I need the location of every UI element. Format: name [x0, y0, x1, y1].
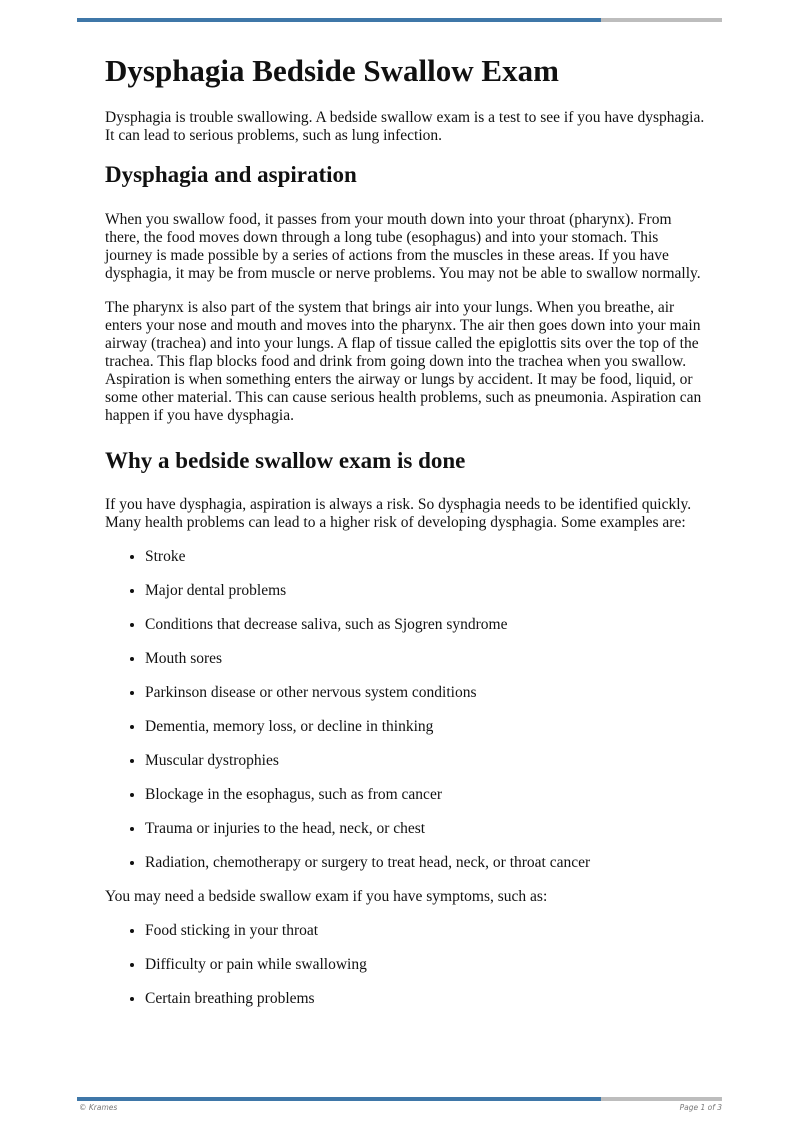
- list-item: • Difficulty or pain while swallowing: [145, 956, 705, 974]
- list-item: • Stroke: [145, 548, 705, 566]
- footer-bar-remainder: [601, 1097, 722, 1101]
- risk-factors-list: [105, 548, 705, 872]
- document-body: [105, 52, 705, 1024]
- header-bar-accent: [77, 18, 601, 22]
- list-item: • Food sticking in your throat: [145, 922, 705, 940]
- list-item: • Certain breathing problems: [145, 990, 705, 1008]
- list-item: • Blockage in the esophagus, such as from cancer: [145, 786, 705, 804]
- list-item: • Parkinson disease or other nervous system conditions: [145, 684, 705, 702]
- section-heading-why-exam: Why a bedside swallow exam is done: [105, 447, 466, 473]
- list-item: • Mouth sores: [145, 650, 705, 668]
- list-item: • Muscular dystrophies: [145, 752, 705, 770]
- list-item: • Radiation, chemotherapy or surgery to treat head, neck, or throat cancer: [145, 854, 705, 872]
- page-title: Dysphagia Bedside Swallow Exam: [105, 53, 559, 88]
- list-item: • Major dental problems: [145, 582, 705, 600]
- paragraph: The pharynx is also part of the system that brings air into your lungs. When you breathe, air enters your nose and mouth and moves into the pharynx. The air then goes down into your main airway (trachea) and into your lungs. A flap of tissue called the epiglottis sits over the top of the trachea. This flap blocks food and drink from going down into the trachea when you swallow. Aspiration is when something enters the airway or lungs by accident. It may be food, liquid, or some other material. This can cause serious health problems, such as pneumonia. Aspiration can happen if you have dysphagia.: [105, 298, 702, 424]
- header-bar-remainder: [601, 18, 722, 22]
- paragraph: You may need a bedside swallow exam if you have symptoms, such as:: [105, 888, 548, 906]
- page-number: Page 1 of 3: [679, 1103, 722, 1112]
- section-heading-aspiration: Dysphagia and aspiration: [105, 162, 357, 188]
- copyright-text: © Krames: [79, 1103, 118, 1112]
- list-item: • Dementia, memory loss, or decline in thinking: [145, 718, 705, 736]
- footer-bar-accent: [77, 1097, 601, 1101]
- list-item: • Trauma or injuries to the head, neck, or chest: [145, 820, 705, 838]
- paragraph: If you have dysphagia, aspiration is always a risk. So dysphagia needs to be identified quickly. Many health problems can lead to a higher risk of developing dysphagia. Some examples are:: [105, 496, 692, 532]
- intro-paragraph: Dysphagia is trouble swallowing. A bedside swallow exam is a test to see if you have dysphagia. It can lead to serious problems, such as lung infection.: [105, 109, 705, 145]
- header-progress-bar: [77, 18, 722, 22]
- symptoms-list: [105, 922, 705, 1008]
- paragraph: When you swallow food, it passes from your mouth down into your throat (pharynx). From there, the food moves down through a long tube (esophagus) and into your stomach. This journey is made possible by a series of actions from the muscles in these areas. If you have dysphagia, it may be from muscle or nerve problems. You may not be able to swallow normally.: [105, 210, 701, 282]
- footer-progress-bar: [77, 1097, 722, 1101]
- list-item: • Conditions that decrease saliva, such as Sjogren syndrome: [145, 616, 705, 634]
- page-footer: [79, 1103, 722, 1112]
